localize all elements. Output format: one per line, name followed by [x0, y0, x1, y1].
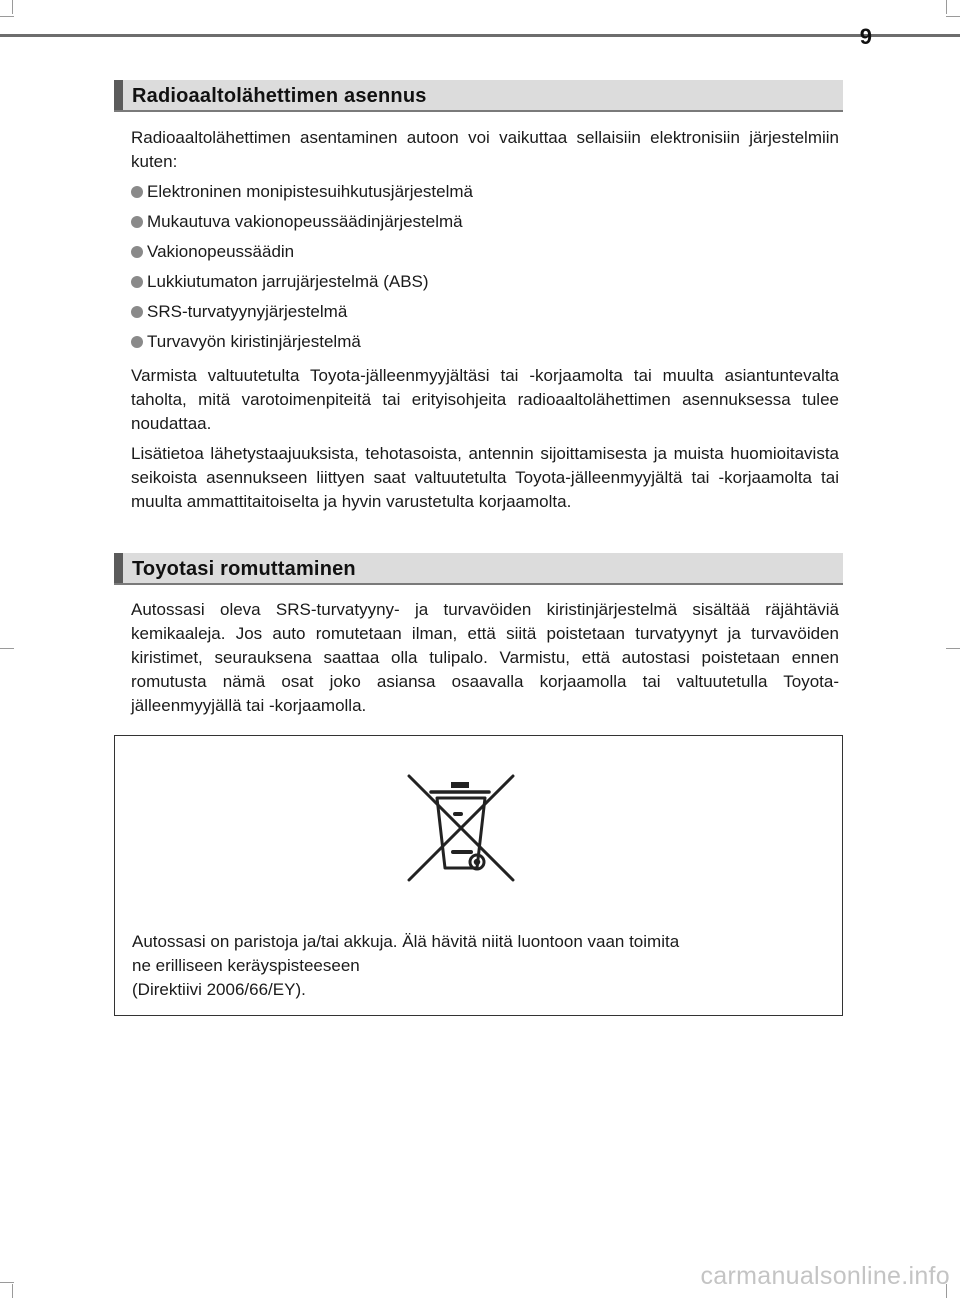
notice-text: [132, 930, 822, 1002]
frequency-info-paragraph: Lisätietoa lähetystaajuuksista, tehotasoista, antennin sijoittamisesta ja muista huomioitavista seikoista asennukseen liittyen saat valtuutetulta Toyota-jälleenmyyjältä tai -korjaamolta tai muulta ammattitaitoiselta ja hyvin varustetulta korjaamolta.: [131, 444, 839, 511]
notice-line: ne erilliseen keräyspisteeseen: [132, 956, 360, 975]
list-item: Turvavyön kiristinjärjestelmä: [131, 330, 839, 360]
affected-systems-list: [131, 180, 839, 360]
bullet-icon: [131, 186, 143, 198]
crop-mark-mid-left: [0, 648, 14, 649]
watermark: carmanualsonline.info: [700, 1262, 950, 1290]
section-header-radio-transmitter: [114, 80, 843, 112]
section-header-bar: [114, 553, 123, 583]
bullet-icon: [131, 336, 143, 348]
page-number: 9: [859, 24, 872, 49]
section-body-radio-transmitter: [131, 126, 839, 520]
header-rule: [0, 34, 960, 37]
bullet-icon: [131, 216, 143, 228]
bullet-icon: [131, 306, 143, 318]
notice-line: Autossasi on paristoja ja/tai akkuja. Älä hävitä niitä luontoon vaan toimita: [132, 932, 680, 951]
crop-mark-bottom-left-v: [12, 1284, 13, 1298]
list-item: Mukautuva vakionopeussäädinjärjestelmä: [131, 210, 839, 240]
section-header-scrapping: [114, 553, 843, 585]
crop-mark-mid-right: [946, 648, 960, 649]
dealer-advice-paragraph: Varmista valtuutetulta Toyota-jälleenmyyjältäsi tai -korjaamolta tai muulta asiantuntevalta taholta, mitä varotoimenpiteitä tai erityisohjeita radioaaltolähettimen asennuksessa tulee noudattaa.: [131, 366, 839, 433]
section-title: Radioaaltolähettimen asennus: [132, 85, 427, 107]
list-item: Vakionopeussäädin: [131, 240, 839, 270]
crop-mark-bottom-left: [0, 1282, 14, 1283]
crossed-out-wheelie-bin-icon: [405, 772, 517, 884]
crop-mark-top-right: [946, 0, 947, 14]
notice-line: (Direktiivi 2006/66/EY).: [132, 980, 306, 999]
bullet-icon: [131, 246, 143, 258]
scrapping-paragraph: Autossasi oleva SRS-turvatyyny- ja turvavöiden kiristinjärjestelmä sisältää räjähtäviä kemikaaleja. Jos auto romutetaan ilman, että siitä poistetaan turvatyynyt ja turvavöiden kiristimet, seurauksena saattaa olla tulipalo. Varmistu, että autostasi poistetaan ennen romutusta nämä osat joko asiansa osaavalla korjaamolla tai valtuutetulla Toyota-jälleenmyyjällä tai -korjaamolla.: [131, 600, 839, 715]
section-title: Toyotasi romuttaminen: [132, 558, 356, 580]
battery-disposal-notice: [114, 735, 843, 1016]
list-item: SRS-turvatyynyjärjestelmä: [131, 300, 839, 330]
list-item: Lukkiutumaton jarrujärjestelmä (ABS): [131, 270, 839, 300]
list-item: Elektroninen monipistesuihkutusjärjestelmä: [131, 180, 839, 210]
crop-mark-top-left: [12, 0, 13, 14]
crop-mark-top-left-h: [0, 16, 14, 17]
section-header-bar: [114, 80, 123, 110]
intro-paragraph: Radioaaltolähettimen asentaminen autoon voi vaikuttaa sellaisiin elektronisiin järjestelmiin kuten:: [131, 128, 839, 171]
section-body-scrapping: [131, 598, 839, 724]
bullet-icon: [131, 276, 143, 288]
crop-mark-top-right-h: [946, 16, 960, 17]
